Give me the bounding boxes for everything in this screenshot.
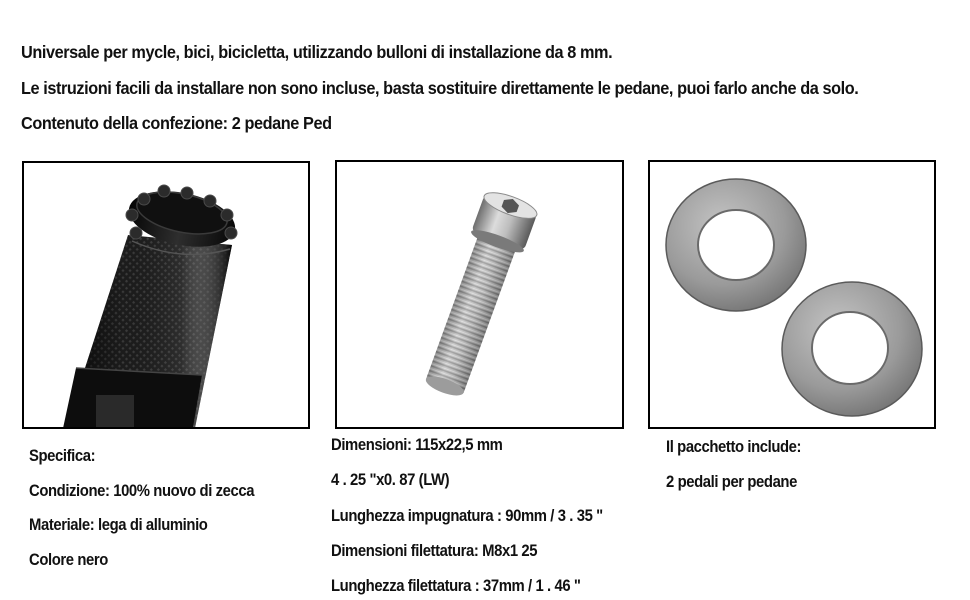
washer-icon bbox=[666, 179, 806, 311]
spec-dimensions-inches: 4 . 25 "x0. 87 (LW) bbox=[331, 471, 450, 489]
spec-thread-size: Dimensioni filettatura: M8x1 25 bbox=[331, 542, 538, 560]
intro-line-installation: Le istruzioni facili da installare non sono incluse, basta sostituire direttamente le pedane, puoi farlo anche da solo. bbox=[21, 78, 859, 98]
spec-heading: Specifica: bbox=[29, 447, 96, 465]
package-heading: Il pacchetto include: bbox=[666, 438, 802, 456]
two-flat-washers-icon bbox=[650, 162, 934, 427]
product-image-peg bbox=[22, 161, 310, 429]
spec-thread-length: Lunghezza filettatura : 37mm / 1 . 46 " bbox=[331, 577, 581, 595]
product-image-bolt bbox=[335, 160, 624, 429]
intro-line-package-contents: Contenuto della confezione: 2 pedane Ped bbox=[21, 113, 332, 133]
knurled-black-foot-peg-icon bbox=[24, 163, 308, 427]
spec-dimensions: Dimensioni: 115x22,5 mm bbox=[331, 436, 503, 454]
spec-color: Colore nero bbox=[29, 551, 108, 569]
spec-condition: Condizione: 100% nuovo di zecca bbox=[29, 482, 255, 500]
product-image-washers bbox=[648, 160, 936, 429]
spec-material: Materiale: lega di alluminio bbox=[29, 516, 208, 534]
hex-socket-bolt-icon bbox=[337, 162, 622, 427]
spec-grip-length: Lunghezza impugnatura : 90mm / 3 . 35 " bbox=[331, 507, 603, 525]
intro-line-compatibility: Universale per mycle, bici, bicicletta, utilizzando bulloni di installazione da 8 mm. bbox=[21, 42, 613, 62]
washer-icon bbox=[782, 282, 922, 416]
package-contents: 2 pedali per pedane bbox=[666, 473, 797, 491]
